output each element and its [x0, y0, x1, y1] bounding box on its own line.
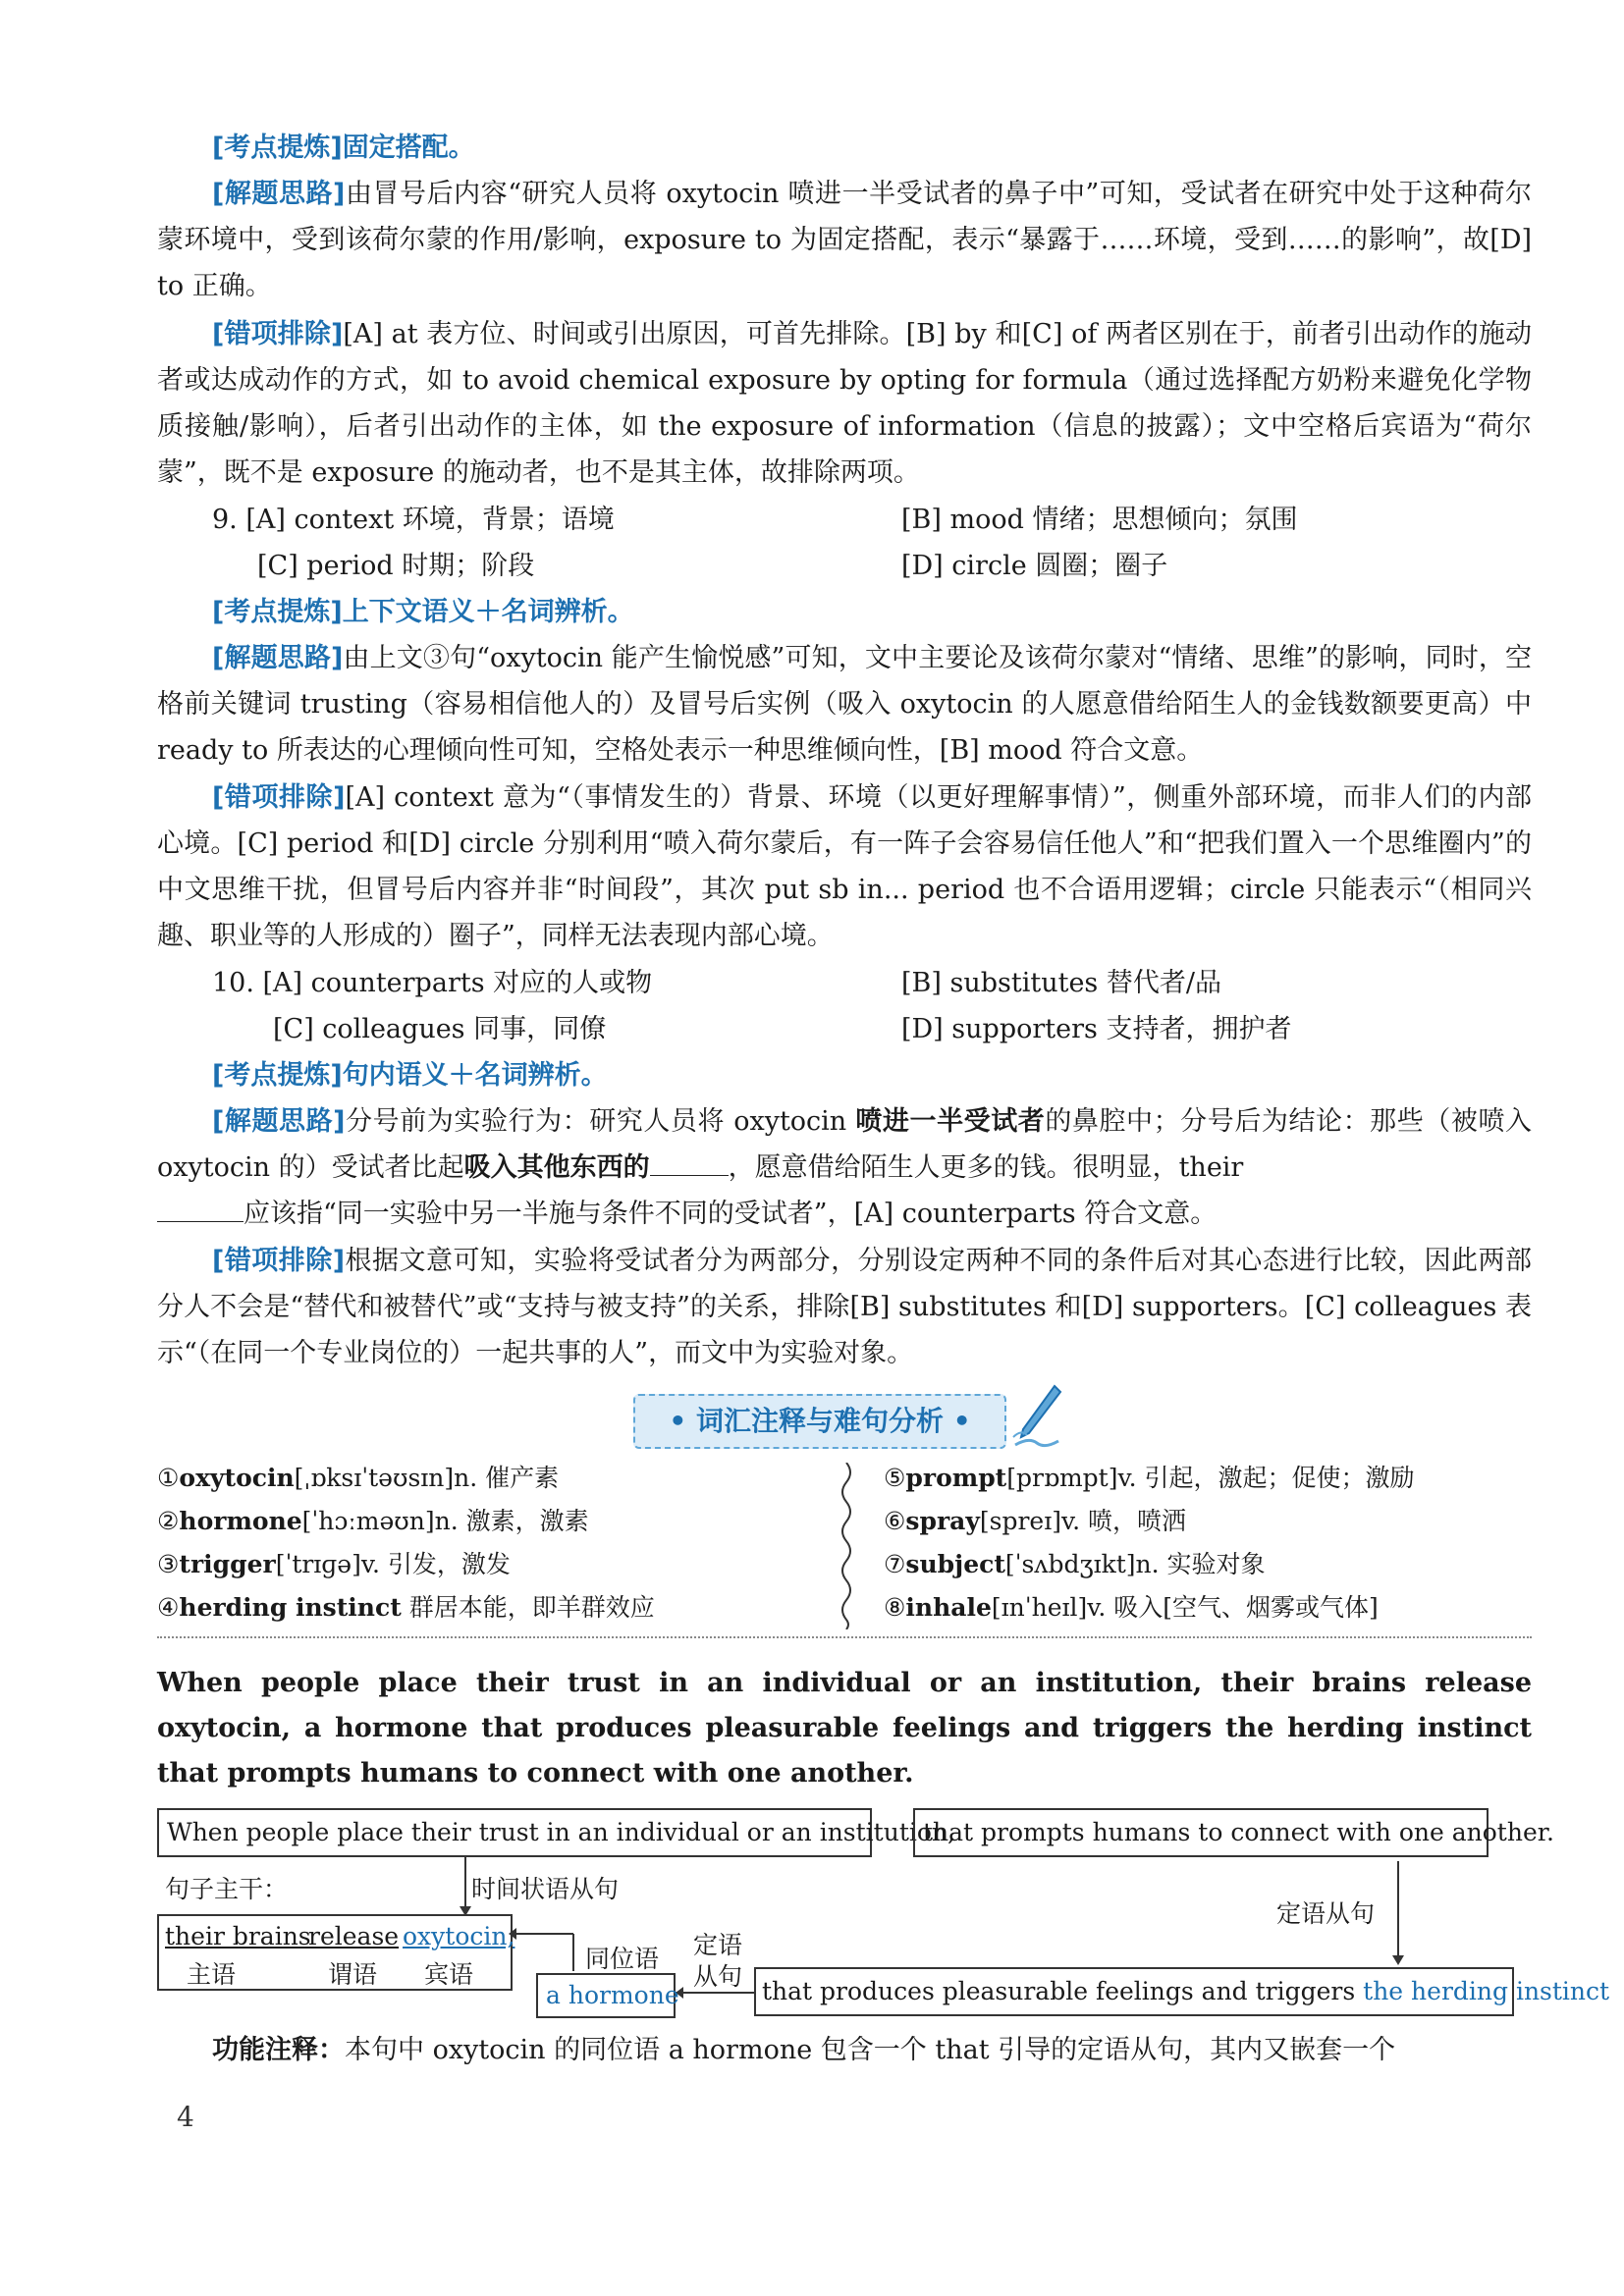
object-role: 宾语 — [424, 1960, 474, 1989]
kaodian-tag: [考点提炼] — [212, 133, 343, 163]
vocab-item: ②hormone[ˈhɔːməʊn]n. 激素，激素 — [157, 1507, 589, 1535]
difficult-sentence: When people place their trust in an individual or an institution, their brains release oxytocin, a hormone that produces pleasurable feelings and triggers the herding instinct that prompts humans to connect with one another. — [157, 1668, 1532, 1789]
q10-jieti: [解题思路]分号前为实验行为：研究人员将 oxytocin 喷进一半受试者的鼻腔中；分号后为结论：那些（被喷入 oxytocin 的）受试者比起吸入其他东西的 ，愿意借给陌生人更多的钱。很明显，their 应该指“同一实验中另一半施与条件不同的受试者”，[A] counterparts 符合文意。 — [157, 1106, 1533, 1229]
attributive-clause-box: that prompts humans to connect with one another. — [913, 1808, 1489, 1857]
attributive-label-bottom: 从句 — [693, 1962, 743, 1991]
vocab-item: ④herding instinct 群居本能，即羊群效应 — [157, 1593, 655, 1622]
main-clause-label: 句子主干： — [165, 1875, 289, 1903]
q9-jieti: [解题思路]由上文③句“oxytocin 能产生愉悦感”可知，文中主要论及该荷尔蒙对“情绪、思维”的影响，同时，空格前关键词 trusting（容易相信他人的）及冒号后实例（吸入 oxytocin 的人愿意借给陌生人的金钱数额要更高）中 ready to 所表达的心理倾向性可知，空格处表示一种思维倾向性，[B] mood 符合文意。 — [157, 643, 1532, 766]
q8-kaodian: [考点提炼]固定搭配。 — [212, 133, 475, 163]
q10-kaodian: [考点提炼]句内语义＋名词辨析。 — [212, 1060, 608, 1091]
adverbial-clause-label: 时间状语从句 — [471, 1875, 620, 1903]
vocab-item: ⑥spray[spreɪ]v. 喷，喷洒 — [884, 1507, 1187, 1535]
predicate-word: release — [308, 1922, 400, 1950]
main-clause-box — [157, 1914, 513, 1991]
function-note-label: 功能注释： — [212, 2035, 345, 2065]
subject-role: 主语 — [187, 1960, 237, 1989]
predicate-role: 谓语 — [328, 1960, 378, 1989]
q9-cuoxiang: [错项排除][A] context 意为“（事情发生的）背景、环境（以更好理解事情）”，侧重外部环境，而非人们的内部心境。[C] period 和[D] circle 分别利用“喷入荷尔蒙后，有一阵子会容易信任他人”和“把我们置入一个思维圈内”的中文思维干扰，但冒号后内容并非“时间段”，其次 put sb in... period 也不合语用逻辑；circle 只能表示“（相同兴趣、职业等的人形成的）圈子”，同样无法表现内部心境。 — [157, 782, 1532, 951]
vocab-item: ⑦subject[ˈsʌbdʒɪkt]n. 实验对象 — [884, 1550, 1266, 1578]
q8-jieti: [解题思路]由冒号后内容“研究人员将 oxytocin 喷进一半受试者的鼻子中”可知，受试者在研究中处于这种荷尔蒙环境中，受到该荷尔蒙的作用/影响，exposure to 为固定搭配，表示“暴露于……环境，受到……的影响”，故[D] to 正确。 — [157, 179, 1532, 301]
page-number: 4 — [177, 2101, 194, 2133]
q10-option-d: [D] supporters 支持者，拥护者 — [901, 1014, 1292, 1044]
subject-word: their brains — [165, 1922, 311, 1950]
q9-option-d: [D] circle 圆圈；圈子 — [901, 551, 1168, 581]
attributive-clause-produces-box: that produces pleasurable feelings and triggers the herding instinct — [754, 1967, 1514, 2016]
function-note: 功能注释：本句中 oxytocin 的同位语 a hormone 包含一个 that 引导的定语从句，其内又嵌套一个 — [212, 2035, 1396, 2065]
q10-option-c: [C] colleagues 同事，同僚 — [273, 1014, 607, 1044]
q10-option-a: 10. [A] counterparts 对应的人或物 — [212, 968, 653, 998]
vocab-item: ③trigger[ˈtrɪɡə]v. 引发，激发 — [157, 1550, 511, 1578]
q9-option-c: [C] period 时期；阶段 — [257, 551, 535, 581]
vocab-item: ①oxytocin[ˌɒksɪˈtəʊsɪn]n. 催产素 — [157, 1464, 560, 1492]
q9-kaodian: [考点提炼]上下文语义＋名词辨析。 — [212, 597, 634, 627]
q8-cuoxiang: [错项排除][A] at 表方位、时间或引出原因，可首先排除。[B] by 和[C] of 两者区别在于，前者引出动作的施动者或达成动作的方式，如 to avoid chemical exposure by opting for formula（通过选择配方奶粉来避免化学物质接触/影响），后者引出动作的主体，如 the exposure of information（信息的披露）；文中空格后宾语为“荷尔蒙”，既不是 exposure 的施动者，也不是其主体，故排除两项。 — [157, 319, 1532, 488]
jieti-tag: [解题思路] — [212, 179, 346, 209]
appositive-box: a hormone — [536, 1973, 676, 2018]
attributive-clause-label: 定语从句 — [1276, 1899, 1376, 1928]
vocab-item: ⑤prompt[prɒmpt]v. 引起，激起；促使；激励 — [884, 1464, 1415, 1492]
q10-option-b: [B] substitutes 替代者/品 — [901, 968, 1221, 998]
q9-option-b: [B] mood 情绪；思想倾向；氛围 — [901, 505, 1298, 535]
vocab-item: ⑧inhale[ɪnˈheɪl]v. 吸入[空气、烟雾或气体] — [884, 1593, 1379, 1622]
object-word: oxytocin, — [403, 1922, 515, 1950]
attributive-label-top: 定语 — [693, 1931, 743, 1959]
vocab-banner: • 词汇注释与难句分析 • — [633, 1394, 1006, 1449]
cuoxiang-tag: [错项排除] — [212, 319, 344, 349]
q9-option-a: 9. [A] context 环境，背景；语境 — [212, 505, 615, 535]
adverbial-clause-box: When people place their trust in an individual or an institution, — [157, 1808, 872, 1857]
appositive-label: 同位语 — [585, 1945, 660, 1973]
q10-cuoxiang: [错项排除]根据文意可知，实验将受试者分为两部分，分别设定两种不同的条件后对其心态进行比较，因此两部分人不会是“替代和被替代”或“支持与被支持”的关系，排除[B] substitutes 和[D] supporters。[C] colleagues 表示“（在同一个专业岗位的）一起共事的人”，而文中为实验对象。 — [157, 1246, 1532, 1368]
